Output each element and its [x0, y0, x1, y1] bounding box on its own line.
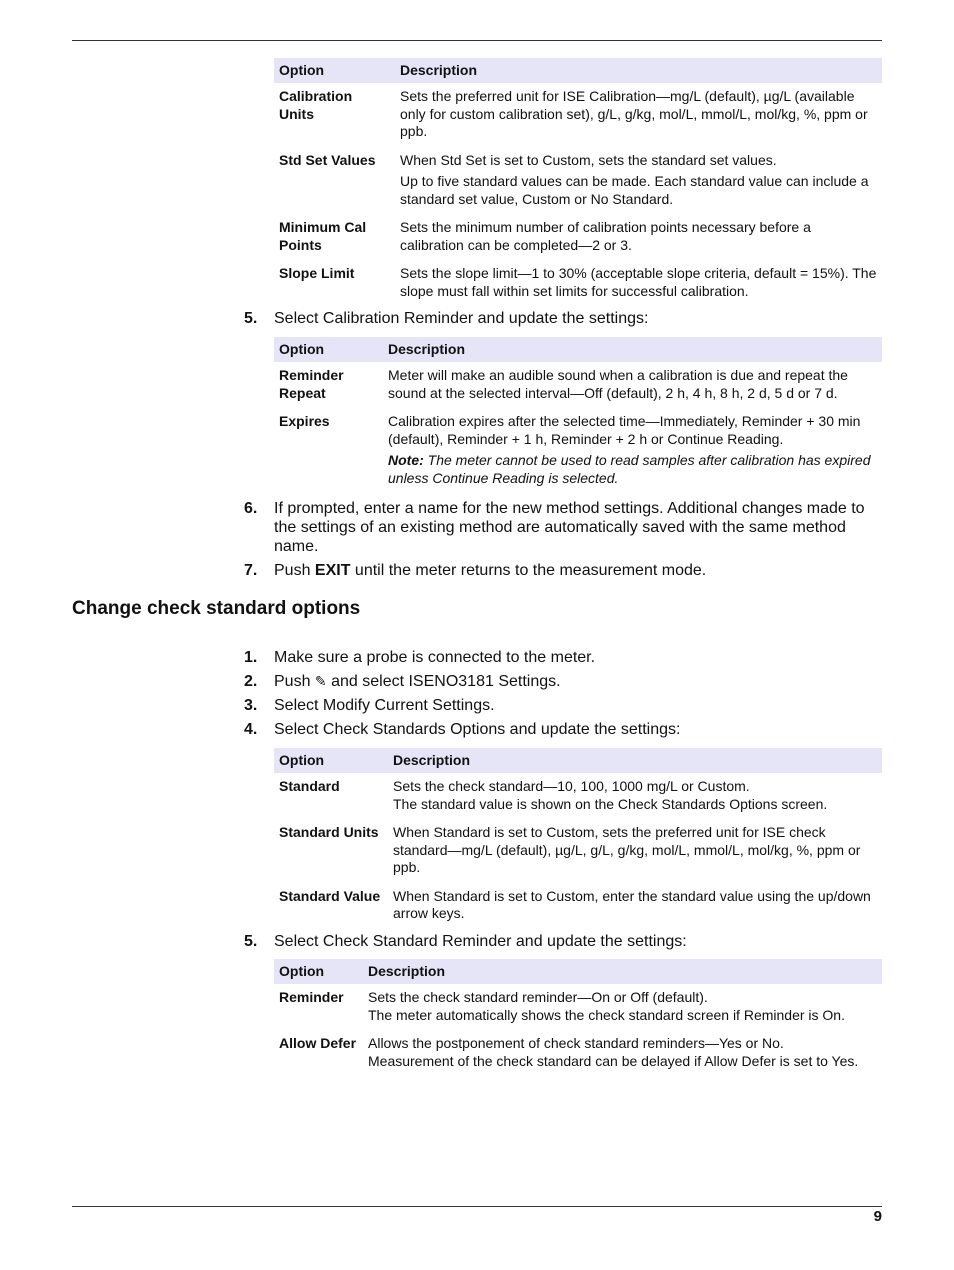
settings-key-icon: ✎ — [314, 674, 327, 690]
description-text: Up to five standard values can be made. Each standard value can include a standard set value, Custom or No Standard. — [400, 173, 869, 207]
option-name: Reminder — [279, 989, 344, 1005]
header-option: Option — [274, 58, 395, 83]
calibration-reminder-table — [274, 337, 882, 493]
header-description: Description — [388, 748, 882, 773]
option-description — [395, 147, 882, 215]
step-text — [274, 672, 884, 692]
table-row — [274, 773, 882, 819]
header-rule — [72, 40, 882, 41]
step-number: 1. — [244, 649, 258, 666]
step-item — [244, 696, 884, 715]
step-text: Select Check Standards Options and update the settings: — [274, 721, 681, 738]
description-text: When Std Set is set to Custom, sets the standard set values. — [400, 151, 777, 168]
step-number: 4. — [244, 721, 258, 738]
exit-key-label: EXIT — [314, 562, 351, 579]
table-row — [274, 214, 882, 260]
step-text: Make sure a probe is connected to the meter. — [274, 649, 596, 666]
note — [388, 452, 877, 487]
note-label: Note: — [388, 452, 424, 468]
step-text-part: Push — [274, 673, 315, 690]
note-text: The meter cannot be used to read samples after calibration has expired unless Continue Reading is selected. — [388, 452, 871, 486]
step-text — [274, 561, 884, 580]
header-description: Description — [383, 337, 882, 362]
option-description — [388, 883, 882, 929]
step-number: 5. — [244, 933, 258, 950]
step-item — [244, 932, 884, 951]
option-name: Std Set Values — [279, 151, 376, 168]
footer-rule — [72, 1206, 882, 1207]
table-row — [274, 984, 882, 1030]
description-text: Sets the minimum number of calibration points necessary before a calibration can be completed—2 or 3. — [400, 219, 811, 253]
option-description — [363, 1030, 882, 1076]
header-option: Option — [274, 959, 363, 984]
header-option: Option — [274, 337, 383, 362]
step-item — [244, 720, 884, 739]
option-name: Allow Defer — [279, 1035, 357, 1051]
table-row — [274, 408, 882, 493]
step-text: If prompted, enter a name for the new method settings. Additional changes made to the settings of an existing method are automatically saved with the same method name. — [274, 500, 865, 555]
description-text: Sets the check standard reminder—On or Off (default). The meter automatically shows the check standard screen if Reminder is On. — [368, 989, 845, 1023]
option-description — [383, 408, 882, 493]
option-name: Reminder Repeat — [279, 367, 344, 401]
option-description — [388, 773, 882, 819]
option-description — [395, 83, 882, 147]
check-standards-options-table — [274, 748, 882, 929]
check-standard-reminder-table — [274, 959, 882, 1076]
option-name: Minimum Cal Points — [279, 219, 367, 253]
option-description — [383, 362, 882, 408]
description-text: When Standard is set to Custom, sets the preferred unit for ISE check standard—mg/L (default), µg/L, g/L, g/kg, mol/L, mmol/L, mol/kg, %, ppm or ppb. — [393, 824, 861, 875]
option-description — [395, 214, 882, 260]
description-text: Meter will make an audible sound when a calibration is due and repeat the sound at the selected interval—Off (default), 2 h, 4 h, 8 h, 2 d, 5 d or 7 d. — [388, 367, 848, 401]
option-name: Slope Limit — [279, 265, 355, 281]
step-item — [244, 309, 884, 328]
step-number: 3. — [244, 697, 258, 714]
description-text: Sets the check standard—10, 100, 1000 mg/L or Custom. The standard value is shown on the Check Standards Options screen. — [393, 778, 828, 812]
option-description — [363, 984, 882, 1030]
table-row — [274, 362, 882, 408]
step-text: Select Calibration Reminder and update the settings: — [274, 310, 649, 327]
option-description — [388, 819, 882, 883]
table-header-row — [274, 337, 882, 362]
page-number: 9 — [873, 1208, 882, 1225]
option-name: Standard — [279, 778, 340, 794]
step-number: 2. — [244, 673, 258, 690]
description-text: Sets the slope limit—1 to 30% (acceptable slope criteria, default = 15%). The slope must fall within set limits for successful calibration. — [400, 265, 877, 299]
table-header-row — [274, 748, 882, 773]
description-text: Allows the postponement of check standard reminders—Yes or No. Measurement of the check standard can be delayed if Allow Defer is set to Yes. — [368, 1035, 859, 1069]
step-item — [244, 561, 884, 580]
option-name: Standard Units — [279, 824, 379, 840]
step-item — [244, 672, 884, 692]
section-heading: Change check standard options — [72, 598, 361, 619]
table-row — [274, 819, 882, 883]
option-name: Standard Value — [279, 887, 381, 904]
calibration-options-table — [274, 58, 882, 306]
step-number: 5. — [244, 310, 258, 327]
step-text-part: and select ISENO3181 Settings. — [326, 673, 561, 690]
description-text: Sets the preferred unit for ISE Calibration—mg/L (default), µg/L (available only for custom calibration set), g/L, g/kg, mol/L, mmol/L, mol/kg, %, ppm or ppb. — [400, 88, 868, 139]
step-item — [244, 499, 884, 556]
table-row — [274, 260, 882, 306]
description-text: When Standard is set to Custom, enter the standard value using the up/down arrow keys. — [393, 887, 871, 921]
table-row — [274, 83, 882, 147]
table-row — [274, 147, 882, 215]
table-row — [274, 883, 882, 929]
header-description: Description — [363, 959, 882, 984]
header-option: Option — [274, 748, 388, 773]
option-name: Expires — [279, 413, 330, 429]
option-name: Calibration Units — [279, 88, 353, 122]
step-text: Select Modify Current Settings. — [274, 697, 495, 714]
table-header-row — [274, 959, 882, 984]
table-row — [274, 1030, 882, 1076]
step-text: Select Check Standard Reminder and update the settings: — [274, 933, 687, 950]
step-text-part: until the meter returns to the measurement mode. — [350, 562, 707, 579]
header-description: Description — [395, 58, 882, 83]
option-description — [395, 260, 882, 306]
step-text-part: Push — [274, 562, 315, 579]
description-text: Calibration expires after the selected time—Immediately, Reminder + 30 min (default), Reminder + 1 h, Reminder + 2 h or Continue Reading. — [388, 413, 861, 447]
step-item — [244, 648, 884, 667]
table-header-row — [274, 58, 882, 83]
step-number: 6. — [244, 500, 258, 517]
step-number: 7. — [244, 562, 258, 579]
